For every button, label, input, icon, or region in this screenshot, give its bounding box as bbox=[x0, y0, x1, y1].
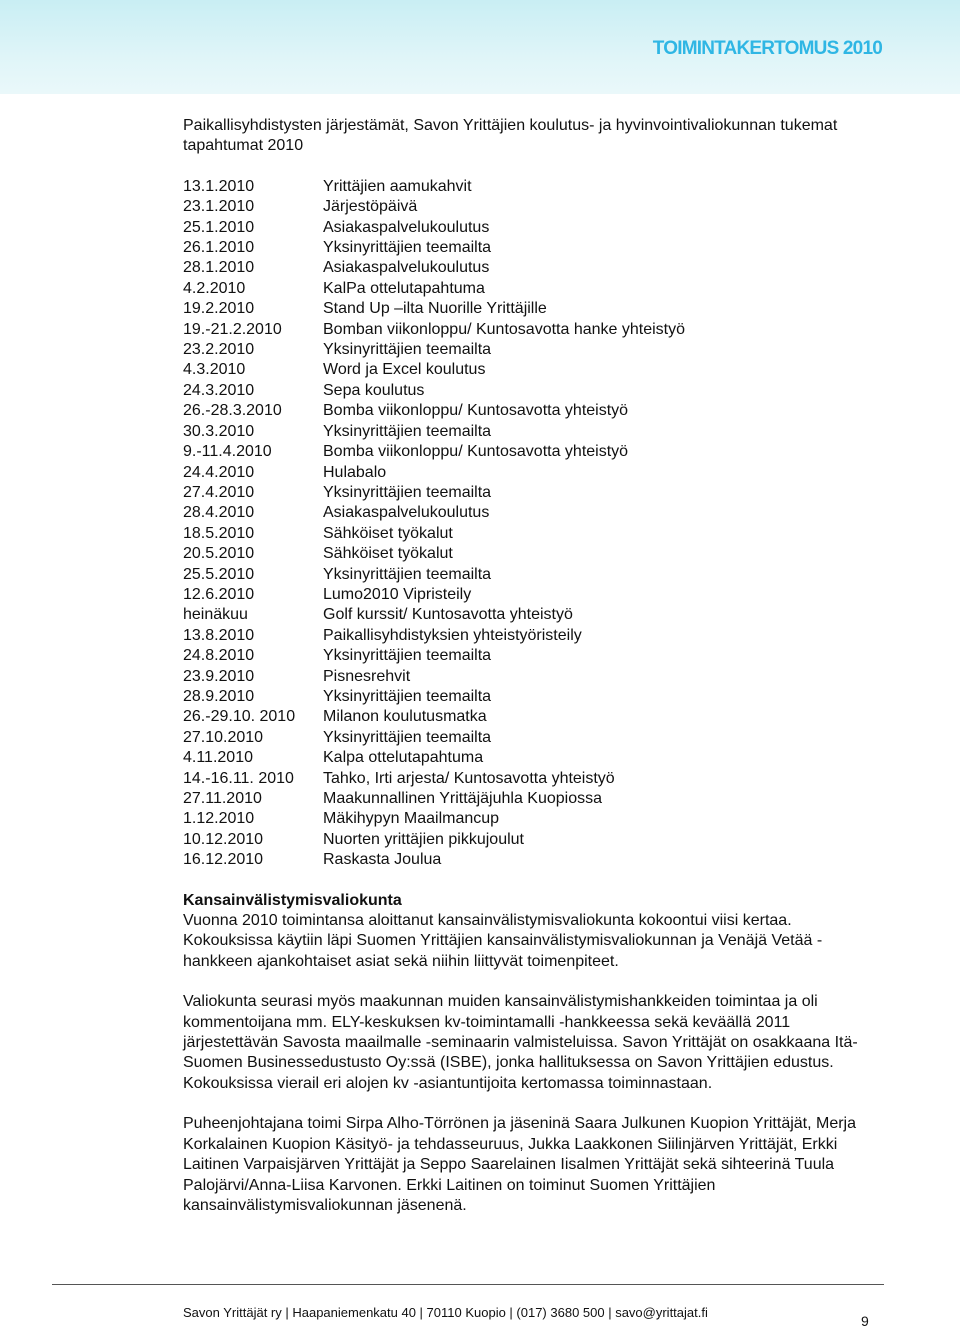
event-row bbox=[183, 340, 883, 360]
event-date: 12.6.2010 bbox=[183, 585, 255, 603]
event-row bbox=[183, 238, 883, 258]
event-row bbox=[183, 667, 883, 687]
event-name: Yrittäjien aamukahvit bbox=[323, 177, 472, 195]
event-row bbox=[183, 381, 883, 401]
section-paragraph-1: Vuonna 2010 toimintansa aloittanut kansainvälistymisvaliokunta kokoontui viisi kertaa. Kokouksissa käytiin läpi Suomen Yrittäjien kansainvälistymisvaliokunnan ja Venäjä Vetää -hankkeen ajankohtaiset asiat sekä niihin liittyvät toimenpiteet. bbox=[183, 912, 823, 970]
event-row bbox=[183, 646, 883, 666]
event-date: 9.-11.4.2010 bbox=[183, 443, 272, 461]
event-date: 24.4.2010 bbox=[183, 463, 255, 481]
event-row bbox=[183, 585, 883, 605]
event-date: 27.4.2010 bbox=[183, 483, 255, 501]
section-heading: Kansainvälistymisvaliokunta bbox=[183, 891, 402, 909]
event-name: Golf kurssit/ Kuntosavotta yhteistyö bbox=[323, 606, 573, 624]
header-band bbox=[0, 0, 960, 94]
event-date: 14.-16.11. 2010 bbox=[183, 769, 294, 787]
event-name: Kalpa ottelutapahtuma bbox=[323, 749, 484, 767]
event-date: 23.1.2010 bbox=[183, 198, 255, 216]
event-name: Lumo2010 Vipristeily bbox=[323, 585, 472, 603]
event-date: 28.4.2010 bbox=[183, 504, 255, 522]
event-date: 26.-29.10. 2010 bbox=[183, 708, 296, 726]
event-name: Mäkihypyn Maailmancup bbox=[323, 810, 500, 828]
event-name: Bomban viikonloppu/ Kuntosavotta hanke yhteistyö bbox=[323, 320, 686, 338]
event-row bbox=[183, 707, 883, 727]
event-row bbox=[183, 830, 883, 850]
event-date: 4.11.2010 bbox=[183, 749, 253, 767]
event-date: 28.9.2010 bbox=[183, 687, 255, 705]
event-name: Raskasta Joulua bbox=[323, 851, 442, 869]
event-date: 13.8.2010 bbox=[183, 626, 255, 644]
event-row bbox=[183, 360, 883, 380]
event-name: Paikallisyhdistyksien yhteistyöristeily bbox=[323, 626, 582, 644]
event-name: Sepa koulutus bbox=[323, 381, 425, 399]
event-row bbox=[183, 483, 883, 503]
footer-divider bbox=[52, 1284, 884, 1285]
event-date: 27.10.2010 bbox=[183, 728, 264, 746]
event-date: 25.1.2010 bbox=[183, 218, 255, 236]
event-row bbox=[183, 524, 883, 544]
event-name: Asiakaspalvelukoulutus bbox=[323, 504, 490, 522]
event-date: 13.1.2010 bbox=[183, 177, 255, 195]
event-row bbox=[183, 320, 883, 340]
event-name: Hulabalo bbox=[323, 463, 387, 481]
event-date: 30.3.2010 bbox=[183, 422, 255, 440]
event-row bbox=[183, 565, 883, 585]
event-name: Asiakaspalvelukoulutus bbox=[323, 218, 490, 236]
event-name: Maakunnallinen Yrittäjäjuhla Kuopiossa bbox=[323, 790, 602, 807]
event-row bbox=[183, 605, 883, 625]
event-date: 25.5.2010 bbox=[183, 565, 255, 583]
event-name: Sähköiset työkalut bbox=[323, 545, 453, 563]
event-date: 23.2.2010 bbox=[183, 341, 255, 359]
event-date: 23.9.2010 bbox=[183, 667, 255, 685]
section-paragraph-3: Puheenjohtajana toimi Sirpa Alho-Törrönen ja jäseninä Saara Julkunen Kuopion Yrittäjät, Merja Korkalainen Kuopion Käsityö- ja tehdasseuruus, Jukka Laakkonen Siilinjärven Yrittäjät, Erkki Laitinen Varpaisjärven Yrittäjät ja Seppo Saarelainen Iisalmen Yrittäjät sekä sihteerinä Tuula Palojärvi/Anna-Liisa Karvonen. Erkki Laitinen on toiminut Suomen Yrittäjien kansainvälistymisvaliokunnan jäsenenä. bbox=[183, 1115, 857, 1214]
event-row bbox=[183, 218, 883, 238]
report-title: TOIMINTAKERTOMUS 2010 bbox=[652, 38, 882, 59]
event-row bbox=[183, 177, 883, 197]
event-name: Järjestöpäivä bbox=[323, 198, 418, 216]
event-name: Nuorten yrittäjien pikkujoulut bbox=[323, 830, 524, 848]
event-row bbox=[183, 544, 883, 564]
events-list bbox=[183, 177, 883, 871]
event-row bbox=[183, 748, 883, 768]
event-name: Yksinyrittäjien teemailta bbox=[323, 565, 492, 583]
event-row bbox=[183, 422, 883, 442]
event-name: Yksinyrittäjien teemailta bbox=[323, 422, 492, 440]
event-row bbox=[183, 687, 883, 707]
event-name: Yksinyrittäjien teemailta bbox=[323, 483, 492, 501]
event-date: 28.1.2010 bbox=[183, 259, 255, 277]
event-row bbox=[183, 197, 883, 217]
event-date: 19.-21.2.2010 bbox=[183, 320, 282, 338]
event-name: KalPa ottelutapahtuma bbox=[323, 279, 485, 297]
event-name: Yksinyrittäjien teemailta bbox=[323, 341, 492, 359]
event-name: Yksinyrittäjien teemailta bbox=[323, 647, 492, 665]
event-name: Asiakaspalvelukoulutus bbox=[323, 259, 490, 277]
event-row bbox=[183, 503, 883, 523]
event-row bbox=[183, 769, 883, 789]
intro-text: Paikallisyhdistysten järjestämät, Savon Yrittäjien koulutus- ja hyvinvointivaliokunnan tukemat tapahtumat 2010 bbox=[183, 117, 838, 155]
event-date: 18.5.2010 bbox=[183, 524, 255, 542]
event-row bbox=[183, 728, 883, 748]
page-number: 9 bbox=[861, 1313, 869, 1329]
event-name: Yksinyrittäjien teemailta bbox=[323, 687, 492, 705]
event-name: Tahko, Irti arjesta/ Kuntosavotta yhteistyö bbox=[323, 769, 615, 787]
event-name: Bomba viikonloppu/ Kuntosavotta yhteistyö bbox=[323, 443, 629, 461]
event-date: 4.2.2010 bbox=[183, 279, 246, 297]
event-date: heinäkuu bbox=[183, 606, 248, 624]
event-row bbox=[183, 442, 883, 462]
event-row bbox=[183, 463, 883, 483]
event-date: 19.2.2010 bbox=[183, 300, 255, 318]
event-row bbox=[183, 299, 883, 319]
event-row bbox=[183, 626, 883, 646]
section-paragraph-2: Valiokunta seurasi myös maakunnan muiden kansainvälistymishankkeiden toimintaa ja oli kommentoijana mm. ELY-keskuksen kv-toimintamalli -hankkeessa sekä keväällä 2011 järjestettävän Savosta maailmalle -seminaarin valmisteluissa. Savon Yrittäjät on osakkaana Itä-Suomen Businessedustusto Oy:ssä (ISBE), jonka hallituksessa on Savon Yrittäjien edustus. Kokouksissa vierail eri alojen kv -asiantuntijoita kertomassa toiminnastaan. bbox=[183, 993, 858, 1092]
page-content bbox=[183, 116, 883, 1236]
event-name: Word ja Excel koulutus bbox=[323, 361, 486, 379]
event-date: 4.3.2010 bbox=[183, 361, 246, 379]
event-date: 24.8.2010 bbox=[183, 647, 255, 665]
event-name: Pisnesrehvit bbox=[323, 667, 411, 685]
event-row bbox=[183, 850, 883, 870]
event-name: Yksinyrittäjien teemailta bbox=[323, 728, 492, 746]
event-row bbox=[183, 789, 883, 809]
event-row bbox=[183, 258, 883, 278]
event-date: 1.12.2010 bbox=[183, 810, 255, 828]
event-date: 27.11.2010 bbox=[183, 790, 262, 807]
footer-contact: Savon Yrittäjät ry | Haapaniemenkatu 40 | 70110 Kuopio | (017) 3680 500 | savo@yrittajat.fi bbox=[183, 1305, 708, 1320]
event-name: Stand Up –ilta Nuorille Yrittäjille bbox=[323, 300, 547, 318]
event-date: 26.-28.3.2010 bbox=[183, 402, 282, 420]
event-row bbox=[183, 279, 883, 299]
event-date: 20.5.2010 bbox=[183, 545, 255, 563]
event-row bbox=[183, 401, 883, 421]
event-name: Bomba viikonloppu/ Kuntosavotta yhteistyö bbox=[323, 402, 629, 420]
event-name: Yksinyrittäjien teemailta bbox=[323, 239, 492, 257]
event-date: 10.12.2010 bbox=[183, 830, 264, 848]
event-row bbox=[183, 809, 883, 829]
event-name: Sähköiset työkalut bbox=[323, 524, 453, 542]
event-date: 16.12.2010 bbox=[183, 851, 264, 869]
event-date: 26.1.2010 bbox=[183, 239, 255, 257]
event-name: Milanon koulutusmatka bbox=[323, 708, 487, 726]
event-date: 24.3.2010 bbox=[183, 381, 255, 399]
